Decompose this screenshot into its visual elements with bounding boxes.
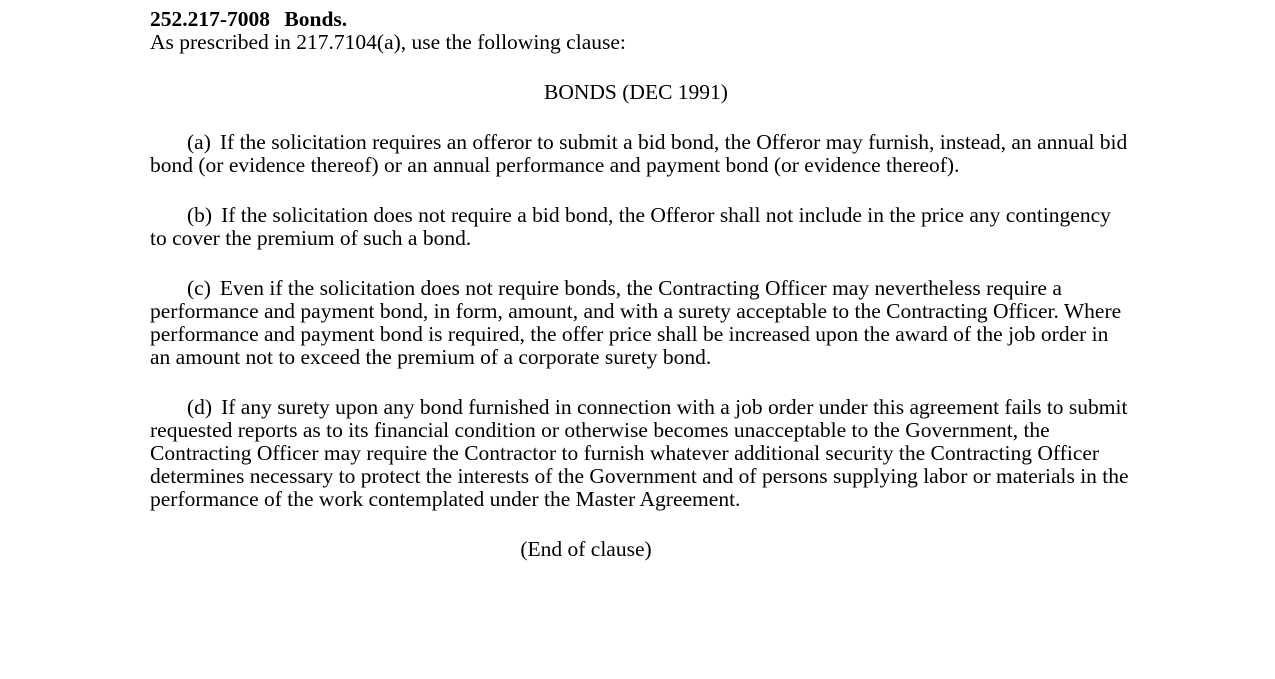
paragraph-label: (a) [187, 130, 211, 154]
paragraph-label: (b) [187, 203, 213, 227]
end-of-clause: (End of clause) [520, 537, 652, 561]
section-heading [150, 8, 1130, 31]
paragraph-label: (d) [187, 395, 213, 419]
clause-paragraph-d [150, 396, 1130, 511]
section-number: 252.217-7008 [150, 7, 271, 31]
document-body [150, 0, 1130, 583]
paragraph-label: (c) [187, 276, 211, 300]
section-title: Bonds. [284, 7, 348, 31]
clause-paragraph-c [150, 277, 1130, 369]
clause-paragraph-b [150, 204, 1130, 250]
clause-title: BONDS (DEC 1991) [544, 80, 728, 104]
clause-paragraph-a [150, 131, 1130, 177]
paragraph-text: Even if the solicitation does not require bonds, the Contracting Officer may nevertheless require a performance and payment bond, in form, amount, and with a surety acceptable to the Contracting Officer. Where performance and payment bond is required, the offer price shall be increased upon the award of the job order in an amount not to exceed the premium of a corporate surety bond. [150, 276, 1122, 369]
prescription-text: As prescribed in 217.7104(a), use the following clause: [150, 30, 626, 54]
paragraph-text: If the solicitation requires an offeror to submit a bid bond, the Offeror may furnish, instead, an annual bid bond (or evidence thereof) or an annual performance and payment bond (or evidence thereof). [150, 130, 1128, 177]
paragraph-text: If the solicitation does not require a bid bond, the Offeror shall not include in the price any contingency to cover the premium of such a bond. [150, 203, 1111, 250]
paragraph-text: If any surety upon any bond furnished in connection with a job order under this agreement fails to submit requested reports as to its financial condition or otherwise becomes unacceptable to the Government, the Contracting Officer may require the Contractor to furnish whatever additional security the Contracting Officer determines necessary to protect the interests of the Government and of persons supplying labor or materials in the performance of the work contemplated under the Master Agreement. [150, 395, 1129, 511]
